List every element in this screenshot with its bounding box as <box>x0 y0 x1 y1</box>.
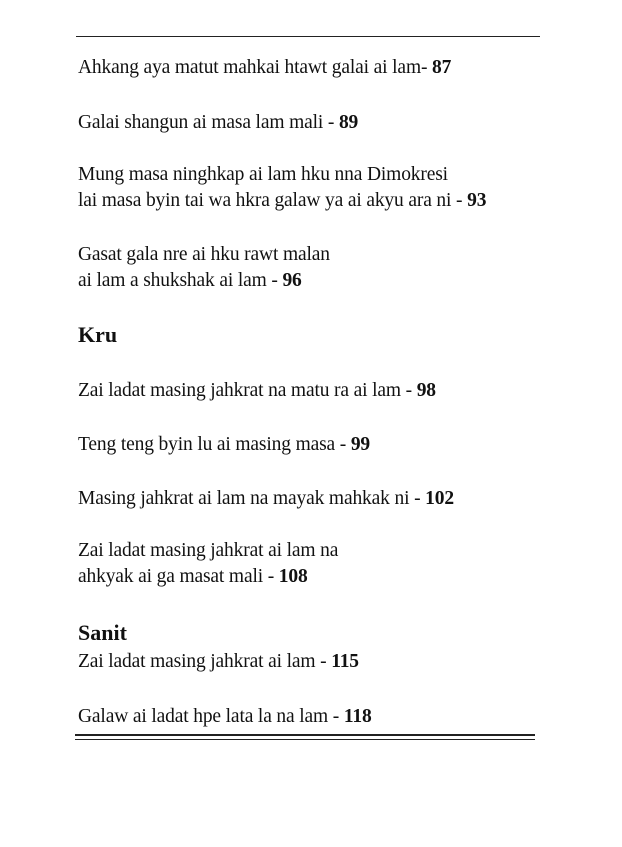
top-rule <box>76 36 540 37</box>
page-number: 118 <box>343 706 372 727</box>
toc-entry <box>78 378 436 404</box>
page-number: 96 <box>282 270 302 291</box>
page-number: 89 <box>338 112 359 133</box>
rule-line <box>75 739 535 740</box>
entry-text: Mung masa ninghkap ai lam hku nna Dimokresi <box>78 164 448 185</box>
bottom-double-rule <box>75 734 535 740</box>
toc-entry <box>78 162 486 214</box>
toc-entry <box>78 432 370 458</box>
entry-text: Gasat gala nre ai hku rawt malan <box>78 244 330 265</box>
entry-text: Zai ladat masing jahkrat na matu ra ai lam - <box>78 380 417 401</box>
entry-text: ahkyak ai ga masat mali - <box>78 566 279 587</box>
entry-text: Ahkang aya matut mahkai htawt galai ai lam- <box>78 57 433 78</box>
entry-text: Masing jahkrat ai lam na mayak mahkak ni - <box>78 488 426 509</box>
entry-text: Zai ladat masing jahkrat ai lam na <box>78 540 339 561</box>
toc-entry <box>78 486 454 512</box>
entry-text: Zai ladat masing jahkrat ai lam - <box>78 651 332 672</box>
page-number: 102 <box>425 488 454 509</box>
toc-entry <box>78 538 338 590</box>
page-number: 93 <box>467 190 487 211</box>
page-number: 108 <box>278 566 308 587</box>
section-heading: Kru <box>78 322 118 347</box>
entry-text: Galaw ai ladat hpe lata la na lam - <box>78 706 344 727</box>
page-number: 98 <box>416 380 436 401</box>
toc-entry <box>78 242 330 294</box>
toc-entry <box>78 110 358 136</box>
page-number: 87 <box>432 57 452 78</box>
toc-entry <box>78 55 451 81</box>
section-heading: Sanit <box>78 620 127 645</box>
toc-entry <box>78 649 359 675</box>
entry-text: ai lam a shukshak ai lam - <box>78 270 283 291</box>
page-number: 115 <box>331 651 359 672</box>
rule-line <box>75 734 535 736</box>
toc-entry <box>78 704 372 730</box>
entry-text: Teng teng byin lu ai masing masa - <box>78 434 351 455</box>
entry-text: Galai shangun ai masa lam mali - <box>78 112 339 133</box>
page-number: 99 <box>350 434 371 455</box>
entry-text: lai masa byin tai wa hkra galaw ya ai akyu ara ni - <box>78 190 468 211</box>
